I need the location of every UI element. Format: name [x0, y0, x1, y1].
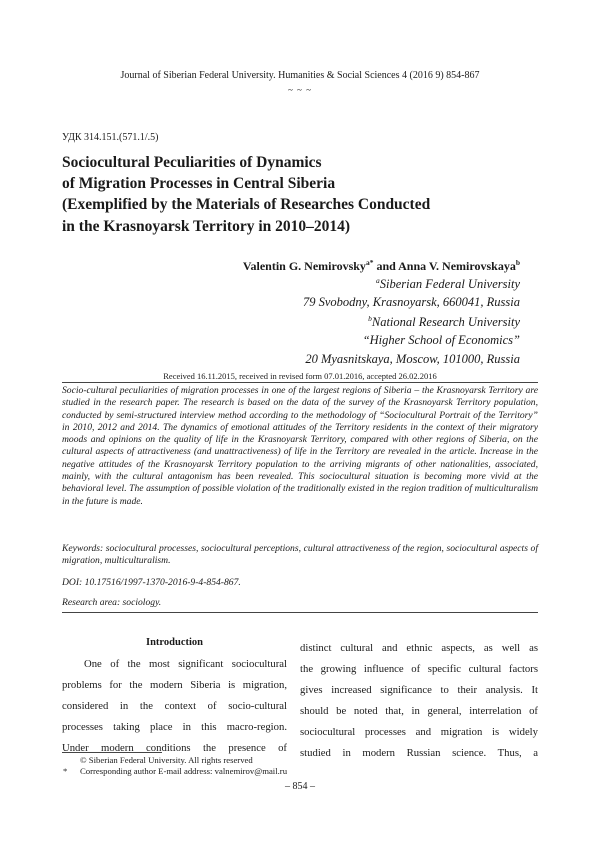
affiliation-b-name [368, 314, 520, 330]
footnote-copyright: © Siberian Federal University. All rights reserved [80, 755, 253, 765]
abstract-top-rule [62, 382, 538, 383]
research-area: Research area: sociology. [62, 597, 162, 608]
footnote-star: * [63, 766, 68, 776]
author-conjunction: and [373, 259, 399, 273]
affiliation-a-name [376, 276, 520, 292]
author-2: Anna V. Nemirovskaya [398, 259, 516, 273]
doi: DOI: 10.17516/1997-1370-2016-9-4-854-867. [62, 577, 241, 588]
udk-code: УДК 314.151.(571.1/.5) [62, 132, 159, 143]
page-number: – 854 – [285, 781, 315, 792]
intro-right-line: sociocultural processes and migration is widely [300, 726, 538, 738]
abstract-bottom-rule [62, 612, 538, 613]
abstract: Socio-cultural peculiarities of migration processes in one of the largest regions of Siberia – the Krasnoyarsk Territory are studied in the research paper. The research is based on the data of the survey of the Krasnoyarsk Territory population, conducted by semi-structured interview method according to the methodology of “Sociocultural Portrait of the Territory” in 2010, 2012 and 2014. The dynamics of emotional attitudes of the Territory residents in the context of their migratory moods and opinions on the quality of life in the Krasnoyarsk Territory, compared with other regions of Siberia, on the cultural aspects of attractiveness (and unattractiveness) of life in the Territory are revealed in the article. Increase in the negative attitudes of the Krasnoyarsk Territory population to the arriving migrants of other nationalities, associated, mainly, with the cultural antagonism has been revealed. This sociocultural situation is becoming more vivid at the behavioral level. The assumption of possible violation of the traditionally existed in the region tradition of multiculturalism in the future is made. [62, 385, 538, 507]
affiliation-b-sup: b [368, 314, 372, 323]
affiliation-b-address: 20 Myasnitskaya, Moscow, 101000, Russia [305, 352, 520, 366]
affiliation-b-text: National Research University [371, 315, 520, 330]
affiliation-a-sup: a [376, 276, 380, 285]
intro-right-line: the growing influence of specific cultural factors [300, 663, 538, 675]
intro-left-column [62, 654, 287, 759]
header-ornament: ~ ~ ~ [287, 85, 313, 95]
title-line-1: Sociocultural Peculiarities of Dynamics [62, 154, 322, 171]
title-line-4: in the Krasnoyarsk Territory in 2010–2014) [62, 217, 351, 235]
intro-left-line: Under modern conditions the presence of [62, 742, 287, 754]
paper-title [62, 152, 542, 237]
intro-left-line: processes taking place in this macro-region. [62, 721, 287, 733]
intro-right-column [300, 638, 538, 764]
intro-right-line: gives increased significance to their analysis. It [300, 684, 538, 696]
intro-left-line: One of the most significant sociocultural [84, 658, 287, 670]
title-line-3: (Exemplified by the Materials of Researches Conducted [62, 196, 431, 214]
author-line [243, 258, 520, 274]
intro-left-line: problems for the modern Siberia is migration, [62, 679, 287, 691]
intro-right-line: distinct cultural and ethnic aspects, as well as [300, 642, 538, 654]
footnote-corresponding-author: Corresponding author E-mail address: valnemirov@mail.ru [80, 766, 288, 776]
author-1-sup: a* [365, 258, 374, 267]
author-1: Valentin G. Nemirovsky [242, 259, 366, 273]
title-line-2: of Migration Processes in Central Siberia [62, 175, 336, 193]
affiliation-a-address: 79 Svobodny, Krasnoyarsk, 660041, Russia [302, 295, 520, 309]
introduction-heading: Introduction [146, 637, 203, 648]
author-2-sup: b [515, 258, 520, 267]
intro-right-line: studied in modern Russian science. Thus, a [300, 747, 538, 759]
affiliation-a-text: Siberian Federal University [379, 277, 520, 292]
footnote-rule [62, 752, 162, 753]
received-dates: Received 16.11.2015, received in revised form 07.01.2016, accepted 26.02.2016 [163, 371, 437, 381]
intro-left-line: considered in the context of socio-cultural [62, 700, 287, 712]
intro-right-line: should be noted that, in general, interrelation of [300, 705, 538, 717]
affiliation-b-name-2: “Higher School of Economics” [362, 333, 520, 347]
keywords: Keywords: sociocultural processes, sociocultural perceptions, cultural attractiveness of the region, sociocultural aspects of migration, multiculturalism. [62, 543, 538, 567]
journal-header: Journal of Siberian Federal University. Humanities & Social Sciences 4 (2016 9) 854-867 [120, 70, 480, 81]
